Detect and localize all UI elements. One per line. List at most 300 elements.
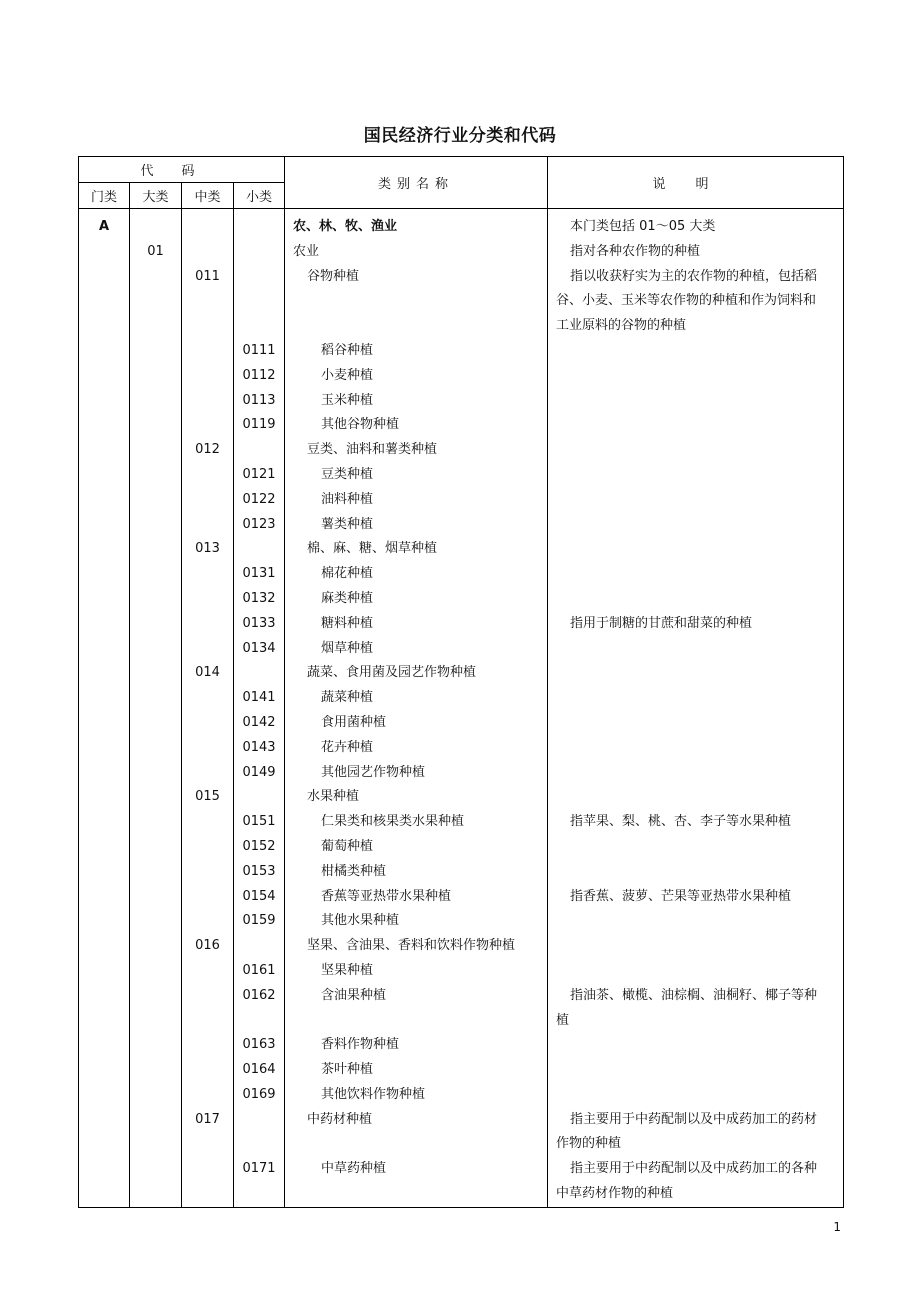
cell-section-text xyxy=(79,463,129,488)
cell-note xyxy=(548,364,844,389)
cell-division-text xyxy=(130,885,181,910)
cell-section xyxy=(79,537,130,562)
cell-section xyxy=(79,240,130,265)
cell-section-text xyxy=(79,240,129,265)
cell-division-text xyxy=(130,537,181,562)
cell-division-text xyxy=(130,438,181,463)
note-line: 指香蕉、菠萝、芒果等亚热带水果种植 xyxy=(570,888,792,904)
cell-class-text xyxy=(234,785,284,810)
cell-group xyxy=(182,413,234,438)
cell-class xyxy=(234,934,285,959)
cell-class-text xyxy=(234,265,284,290)
cell-name xyxy=(285,885,548,910)
cell-name xyxy=(285,537,548,562)
cell-class xyxy=(234,463,285,488)
cell-group-text xyxy=(182,761,233,786)
cell-name xyxy=(285,835,548,860)
cell-section-text xyxy=(79,562,129,587)
cell-section-text xyxy=(79,513,129,538)
cell-division-text xyxy=(130,612,181,637)
cell-note xyxy=(548,488,844,513)
cell-name xyxy=(285,686,548,711)
cell-division-text xyxy=(130,686,181,711)
cell-class-text: 0131 xyxy=(242,566,276,582)
cell-class xyxy=(234,438,285,463)
cell-division xyxy=(130,761,182,786)
cell-class-text: 0152 xyxy=(242,838,276,854)
cell-division-text xyxy=(130,389,181,414)
cell-note xyxy=(548,438,844,463)
cell-section xyxy=(79,860,130,885)
table-row xyxy=(79,736,844,761)
cell-group-text xyxy=(182,1033,233,1058)
cell-group xyxy=(182,562,234,587)
cell-section xyxy=(79,885,130,910)
table-row xyxy=(79,637,844,662)
category-name: 坚果、含油果、香料和饮料作物种植 xyxy=(307,938,516,954)
cell-class xyxy=(234,761,285,786)
category-name: 薯类种植 xyxy=(321,516,374,532)
cell-division-text xyxy=(130,909,181,934)
cell-division xyxy=(130,438,182,463)
cell-group xyxy=(182,209,234,240)
cell-class xyxy=(234,413,285,438)
table-row xyxy=(79,1033,844,1058)
cell-group xyxy=(182,612,234,637)
table-row xyxy=(79,835,844,860)
note-line: 中草药材作物的种植 xyxy=(556,1186,674,1202)
cell-group xyxy=(182,463,234,488)
cell-name xyxy=(285,909,548,934)
cell-name xyxy=(285,364,548,389)
category-name: 坚果种植 xyxy=(321,962,374,978)
category-name: 棉花种植 xyxy=(321,566,374,582)
cell-note xyxy=(548,885,844,910)
cell-section xyxy=(79,661,130,686)
cell-division xyxy=(130,265,182,339)
cell-group xyxy=(182,959,234,984)
table-row xyxy=(79,885,844,910)
cell-class-text: 0151 xyxy=(242,814,276,830)
cell-group xyxy=(182,1058,234,1083)
cell-note xyxy=(548,1058,844,1083)
cell-group-text xyxy=(182,1083,233,1108)
cell-section-text xyxy=(79,612,129,637)
cell-class-text: 0149 xyxy=(242,764,276,780)
cell-division-text xyxy=(130,1058,181,1083)
category-name: 棉、麻、糖、烟草种植 xyxy=(307,541,438,557)
cell-class-text: 0121 xyxy=(242,466,276,482)
table-row xyxy=(79,1157,844,1207)
cell-division-text xyxy=(130,1157,181,1182)
cell-section-text xyxy=(79,1058,129,1083)
cell-name xyxy=(285,339,548,364)
cell-group xyxy=(182,686,234,711)
table-row xyxy=(79,463,844,488)
cell-section-text xyxy=(79,909,129,934)
cell-class xyxy=(234,209,285,240)
cell-class-text: 0163 xyxy=(242,1037,276,1053)
cell-section-text xyxy=(79,860,129,885)
cell-section-text xyxy=(79,785,129,810)
cell-section xyxy=(79,488,130,513)
cell-group xyxy=(182,1083,234,1108)
cell-note xyxy=(548,240,844,265)
cell-group-text xyxy=(182,612,233,637)
cell-group xyxy=(182,761,234,786)
cell-group-text xyxy=(182,240,233,265)
cell-class-text: 0133 xyxy=(242,615,276,631)
table-row xyxy=(79,339,844,364)
cell-group-text xyxy=(182,389,233,414)
note-line: 指对各种农作物的种植 xyxy=(570,243,701,259)
category-name: 香蕉等亚热带水果种植 xyxy=(321,888,452,904)
cell-group-text xyxy=(182,339,233,364)
cell-section xyxy=(79,835,130,860)
category-name: 小麦种植 xyxy=(321,367,374,383)
cell-section-text xyxy=(79,1033,129,1058)
cell-name xyxy=(285,1058,548,1083)
cell-section-text xyxy=(79,1157,129,1182)
cell-class-text: 0122 xyxy=(242,491,276,507)
cell-division xyxy=(130,389,182,414)
table-row xyxy=(79,810,844,835)
category-name: 香料作物种植 xyxy=(321,1037,400,1053)
cell-class-text: 0132 xyxy=(242,590,276,606)
cell-section xyxy=(79,785,130,810)
table-row xyxy=(79,984,844,1034)
cell-note xyxy=(548,562,844,587)
cell-class xyxy=(234,1033,285,1058)
cell-class xyxy=(234,835,285,860)
cell-note xyxy=(548,389,844,414)
cell-section-text xyxy=(79,413,129,438)
cell-group xyxy=(182,240,234,265)
cell-note xyxy=(548,835,844,860)
cell-name xyxy=(285,1157,548,1207)
cell-name xyxy=(285,984,548,1034)
cell-name xyxy=(285,612,548,637)
table-row xyxy=(79,860,844,885)
cell-section xyxy=(79,761,130,786)
cell-group-text xyxy=(182,562,233,587)
cell-class-text xyxy=(234,661,284,686)
category-name: 其他饮料作物种植 xyxy=(321,1086,426,1102)
cell-division xyxy=(130,240,182,265)
cell-section xyxy=(79,984,130,1034)
cell-name xyxy=(285,438,548,463)
cell-division-text xyxy=(130,513,181,538)
category-name: 农、林、牧、渔业 xyxy=(293,219,398,234)
cell-division-text xyxy=(130,934,181,959)
cell-group xyxy=(182,389,234,414)
cell-name xyxy=(285,1083,548,1108)
cell-name xyxy=(285,209,548,240)
cell-division xyxy=(130,413,182,438)
cell-group-text xyxy=(182,711,233,736)
header-code-group: 代码 xyxy=(79,157,285,183)
table-row xyxy=(79,438,844,463)
note-line: 指苹果、梨、桃、杏、李子等水果种植 xyxy=(570,814,792,830)
cell-section xyxy=(79,1033,130,1058)
cell-division xyxy=(130,785,182,810)
cell-section-text xyxy=(79,736,129,761)
cell-division-text xyxy=(130,215,181,240)
cell-division-text xyxy=(130,984,181,1009)
cell-note xyxy=(548,686,844,711)
cell-class xyxy=(234,785,285,810)
cell-section xyxy=(79,364,130,389)
cell-note xyxy=(548,1033,844,1058)
cell-group xyxy=(182,637,234,662)
cell-group xyxy=(182,488,234,513)
cell-class xyxy=(234,736,285,761)
cell-note xyxy=(548,761,844,786)
table-row xyxy=(79,587,844,612)
cell-division-text xyxy=(130,736,181,761)
cell-name xyxy=(285,761,548,786)
category-name: 柑橘类种植 xyxy=(321,863,387,879)
cell-division xyxy=(130,934,182,959)
note-line: 指用于制糖的甘蔗和甜菜的种植 xyxy=(570,615,753,631)
table-row xyxy=(79,909,844,934)
cell-class-text: 0164 xyxy=(242,1062,276,1078)
cell-class-text: 0134 xyxy=(242,640,276,656)
cell-class-text xyxy=(234,240,284,265)
cell-section xyxy=(79,438,130,463)
cell-division xyxy=(130,209,182,240)
cell-section-text xyxy=(79,661,129,686)
cell-note xyxy=(548,909,844,934)
cell-section xyxy=(79,413,130,438)
table-row xyxy=(79,711,844,736)
cell-division xyxy=(130,612,182,637)
cell-section xyxy=(79,389,130,414)
cell-name xyxy=(285,785,548,810)
cell-class xyxy=(234,339,285,364)
table-row xyxy=(79,1108,844,1158)
cell-note xyxy=(548,537,844,562)
cell-division xyxy=(130,909,182,934)
cell-note xyxy=(548,860,844,885)
cell-class xyxy=(234,959,285,984)
cell-note xyxy=(548,637,844,662)
table-row xyxy=(79,413,844,438)
cell-class-text: 0142 xyxy=(242,714,276,730)
classification-table xyxy=(78,156,844,1208)
category-name: 其他园艺作物种植 xyxy=(321,764,426,780)
cell-name xyxy=(285,389,548,414)
cell-class-text: 0141 xyxy=(242,690,276,706)
cell-class xyxy=(234,661,285,686)
cell-group-text xyxy=(182,513,233,538)
cell-division-text xyxy=(130,364,181,389)
cell-class-text xyxy=(234,438,284,463)
cell-group-text: 017 xyxy=(195,1111,220,1127)
cell-section xyxy=(79,209,130,240)
cell-division xyxy=(130,1083,182,1108)
cell-class xyxy=(234,1083,285,1108)
cell-group xyxy=(182,909,234,934)
cell-division xyxy=(130,860,182,885)
cell-group-text: 011 xyxy=(195,268,220,284)
cell-section-text xyxy=(79,637,129,662)
table-row xyxy=(79,612,844,637)
cell-class-text: 0119 xyxy=(242,417,276,433)
category-name: 水果种植 xyxy=(307,789,360,805)
note-line: 指主要用于中药配制以及中成药加工的药材 xyxy=(570,1111,818,1127)
category-name: 中药材种植 xyxy=(307,1111,373,1127)
table-row xyxy=(79,761,844,786)
cell-section-text xyxy=(79,339,129,364)
cell-class-text: 0153 xyxy=(242,863,276,879)
cell-group xyxy=(182,661,234,686)
cell-group xyxy=(182,339,234,364)
category-name: 仁果类和核果类水果种植 xyxy=(321,814,465,830)
cell-group-text xyxy=(182,909,233,934)
cell-class xyxy=(234,265,285,339)
cell-division-text xyxy=(130,1033,181,1058)
cell-note xyxy=(548,587,844,612)
cell-section-text xyxy=(79,265,129,290)
cell-section-text xyxy=(79,810,129,835)
table-row xyxy=(79,934,844,959)
cell-section xyxy=(79,463,130,488)
cell-section-text xyxy=(79,488,129,513)
category-name: 蔬菜、食用菌及园艺作物种植 xyxy=(307,665,477,681)
note-line: 指以收获籽实为主的农作物的种植，包括稻 xyxy=(570,268,818,284)
category-name: 糖料种植 xyxy=(321,615,374,631)
cell-group xyxy=(182,934,234,959)
cell-group-text: 016 xyxy=(195,938,220,954)
cell-division-text xyxy=(130,637,181,662)
cell-division-text xyxy=(130,265,181,290)
table-row xyxy=(79,265,844,339)
cell-division-text xyxy=(130,959,181,984)
cell-class-text: 0159 xyxy=(242,913,276,929)
cell-group-text xyxy=(182,463,233,488)
category-name: 蔬菜种植 xyxy=(321,690,374,706)
category-name: 豆类种植 xyxy=(321,466,374,482)
cell-group-text xyxy=(182,835,233,860)
header-class: 小类 xyxy=(234,183,285,209)
cell-group-text xyxy=(182,686,233,711)
header-division: 大类 xyxy=(130,183,182,209)
note-line: 作物的种植 xyxy=(556,1136,622,1152)
cell-section-text xyxy=(79,885,129,910)
cell-class-text: 0111 xyxy=(242,342,276,358)
cell-name xyxy=(285,1033,548,1058)
table-row xyxy=(79,1083,844,1108)
cell-class xyxy=(234,537,285,562)
cell-group xyxy=(182,587,234,612)
cell-section xyxy=(79,265,130,339)
cell-note xyxy=(548,736,844,761)
cell-note xyxy=(548,463,844,488)
cell-note xyxy=(548,413,844,438)
cell-group-text xyxy=(182,885,233,910)
cell-group xyxy=(182,711,234,736)
cell-group xyxy=(182,736,234,761)
table-body xyxy=(79,209,844,1208)
cell-group xyxy=(182,513,234,538)
cell-section xyxy=(79,1108,130,1158)
cell-name xyxy=(285,711,548,736)
header-name: 类别名称 xyxy=(285,157,548,209)
cell-class xyxy=(234,587,285,612)
cell-group xyxy=(182,785,234,810)
cell-name xyxy=(285,513,548,538)
category-name: 中草药种植 xyxy=(321,1161,387,1177)
cell-division-text xyxy=(130,661,181,686)
category-name: 其他谷物种植 xyxy=(321,417,400,433)
cell-name xyxy=(285,959,548,984)
cell-class-text xyxy=(234,215,284,240)
table-row xyxy=(79,240,844,265)
cell-group-text xyxy=(182,637,233,662)
cell-group-text xyxy=(182,959,233,984)
cell-note xyxy=(548,711,844,736)
cell-class-text: 0113 xyxy=(242,392,276,408)
table-row xyxy=(79,537,844,562)
cell-section xyxy=(79,562,130,587)
cell-section xyxy=(79,711,130,736)
cell-group xyxy=(182,984,234,1034)
cell-division-text xyxy=(130,1108,181,1133)
header-row-top xyxy=(79,157,844,183)
cell-group-text xyxy=(182,488,233,513)
cell-division-text xyxy=(130,562,181,587)
cell-division xyxy=(130,537,182,562)
cell-division-text xyxy=(130,463,181,488)
cell-group-text xyxy=(182,413,233,438)
cell-class xyxy=(234,860,285,885)
cell-class xyxy=(234,364,285,389)
cell-class xyxy=(234,240,285,265)
cell-name xyxy=(285,463,548,488)
cell-section-text xyxy=(79,389,129,414)
cell-class xyxy=(234,711,285,736)
cell-group-text: 012 xyxy=(195,442,220,458)
cell-class-text: 0143 xyxy=(242,739,276,755)
cell-section xyxy=(79,1157,130,1207)
cell-class xyxy=(234,984,285,1034)
cell-section-text xyxy=(79,761,129,786)
cell-note xyxy=(548,513,844,538)
cell-name xyxy=(285,587,548,612)
table-row xyxy=(79,661,844,686)
cell-class xyxy=(234,389,285,414)
cell-note xyxy=(548,1108,844,1158)
cell-group xyxy=(182,1157,234,1207)
cell-section-text xyxy=(79,537,129,562)
cell-class xyxy=(234,1058,285,1083)
cell-group-text: 014 xyxy=(195,665,220,681)
cell-class-text xyxy=(234,537,284,562)
document-title: 国民经济行业分类和代码 xyxy=(363,126,557,146)
table-row xyxy=(79,562,844,587)
cell-class-text xyxy=(234,1108,284,1133)
cell-section xyxy=(79,339,130,364)
cell-group xyxy=(182,885,234,910)
cell-name xyxy=(285,240,548,265)
note-line: 谷、小麦、玉米等农作物的种植和作为饲料和 xyxy=(556,293,817,309)
cell-division-text xyxy=(130,810,181,835)
cell-name xyxy=(285,661,548,686)
cell-class xyxy=(234,810,285,835)
cell-section xyxy=(79,686,130,711)
cell-section xyxy=(79,637,130,662)
